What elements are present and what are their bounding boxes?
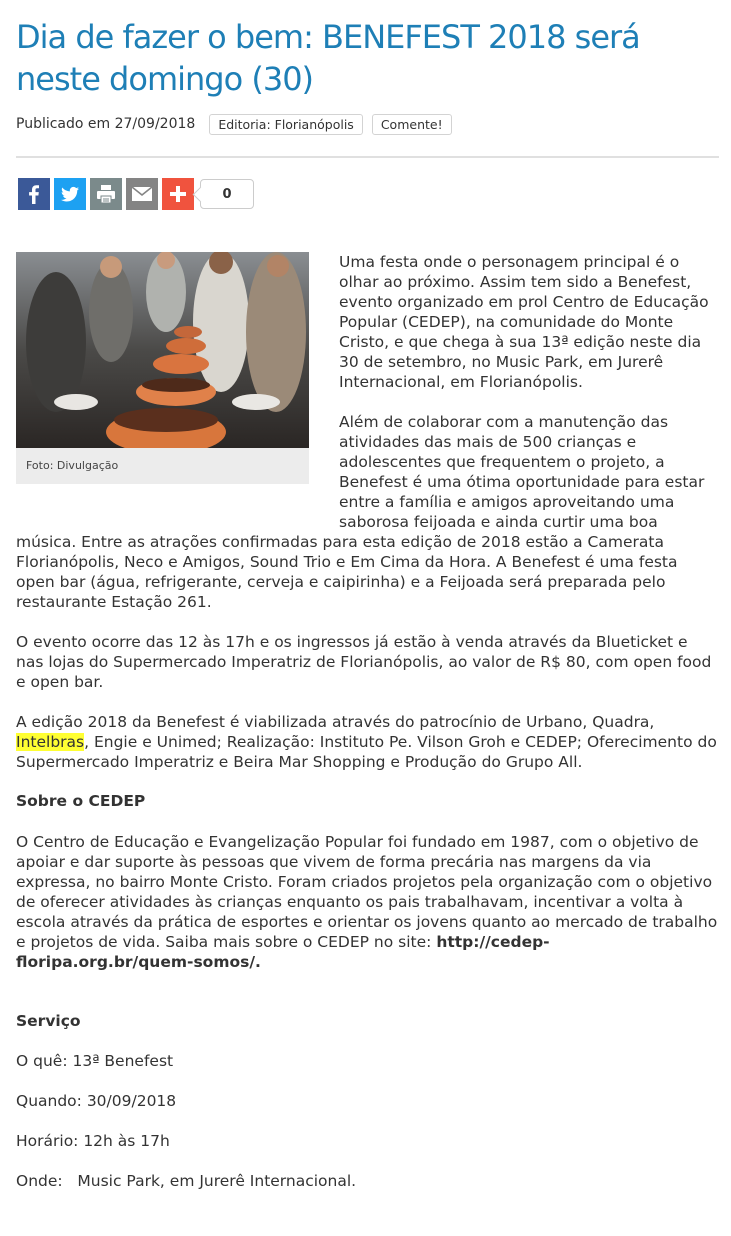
- print-icon: [90, 178, 122, 210]
- print-button[interactable]: [90, 178, 122, 210]
- publish-date: Publicado em 27/09/2018: [16, 116, 196, 132]
- servico-time: Horário: 12h às 17h: [16, 1132, 170, 1150]
- paragraph-4: [16, 712, 719, 772]
- servico-where: Onde: Music Park, em Jurerê Internacional.: [16, 1172, 357, 1190]
- plus-icon: [162, 178, 194, 210]
- facebook-share-button[interactable]: [18, 178, 50, 210]
- header-divider: [16, 156, 719, 158]
- servico-what: O quê: 13ª Benefest: [16, 1052, 174, 1070]
- paragraph-1: Uma festa onde o personagem principal é o olhar ao próximo. Assim tem sido a Benefest, evento organizado em prol Centro de Educação Popular (CEDEP), na comunidade do Monte Cristo, e que chega à sua 13ª edição neste dia 30 de setembro, no Music Park, em Jurerê Internacional, em Florianópolis.: [339, 253, 709, 391]
- paragraph-4-start: A edição 2018 da Benefest é viabilizada através do patrocínio de Urbano, Quadra,: [16, 713, 655, 731]
- servico-when: Quando: 30/09/2018: [16, 1092, 177, 1110]
- highlighted-sponsor: Intelbras: [16, 733, 85, 751]
- email-icon: [126, 178, 158, 210]
- photo-illustration: [16, 252, 309, 448]
- email-share-button[interactable]: [126, 178, 158, 210]
- article-meta: [16, 112, 461, 136]
- servico-heading: Serviço: [16, 1012, 81, 1030]
- more-share-button[interactable]: [162, 178, 194, 210]
- cedep-link[interactable]: http://cedep-floripa.org.br/quem-somos/.: [16, 933, 550, 971]
- cedep-text: [16, 832, 719, 972]
- comment-tag[interactable]: Comente!: [372, 114, 452, 135]
- paragraph-4-end: , Engie e Unimed; Realização: Instituto Pe. Vilson Groh e CEDEP; Oferecimento do Supermercado Imperatriz e Beira Mar Shopping e Produção do Grupo All.: [16, 733, 717, 771]
- paragraph-2: Além de colaborar com a manutenção das atividades das mais de 500 crianças e adolescentes que frequentem o projeto, a Benefest é uma ótima oportunidade para estar entre a família e amigos aproveitando uma saborosa feijoada e ainda curtir uma boa música. Entre as atrações confirmadas para esta edição de 2018 estão a Camerata Florianópolis, Neco e Amigos, Sound Trio e Em Cima da Hora. A Benefest é uma festa open bar (água, refrigerante, cerveja e caipirinha) e a Feijoada será preparada pelo restaurante Estação 261.: [16, 413, 705, 611]
- article-photo: [16, 252, 309, 484]
- category-tag[interactable]: Editoria: Florianópolis: [209, 114, 363, 135]
- photo-caption: Foto: Divulgação: [16, 448, 309, 484]
- share-count: 0: [200, 179, 254, 209]
- article-title: Dia de fazer o bem: BENEFEST 2018 será neste domingo (30): [16, 18, 640, 98]
- share-bar: [18, 178, 254, 210]
- paragraph-3: O evento ocorre das 12 às 17h e os ingressos já estão à venda através da Blueticket e nas lojas do Supermercado Imperatriz de Florianópolis, ao valor de R$ 80, com open food e open bar.: [16, 633, 712, 691]
- twitter-share-button[interactable]: [54, 178, 86, 210]
- cedep-heading: Sobre o CEDEP: [16, 792, 146, 810]
- facebook-icon: [18, 178, 50, 210]
- cedep-description: O Centro de Educação e Evangelização Popular foi fundado em 1987, com o objetivo de apoiar e dar suporte às pessoas que vivem de forma precária nas margens da via expressa, no bairro Monte Cristo. Foram criados projetos pela organização com o objetivo de oferecer atividades às crianças enquanto os pais trabalhavam, incentivar a volta à escola através da prática de esportes e orientar os jovens quanto ao mercado de trabalho e projetos de vida. Saiba mais sobre o CEDEP no site:: [16, 833, 718, 951]
- twitter-icon: [54, 178, 86, 210]
- feijoada-photo: [16, 252, 309, 448]
